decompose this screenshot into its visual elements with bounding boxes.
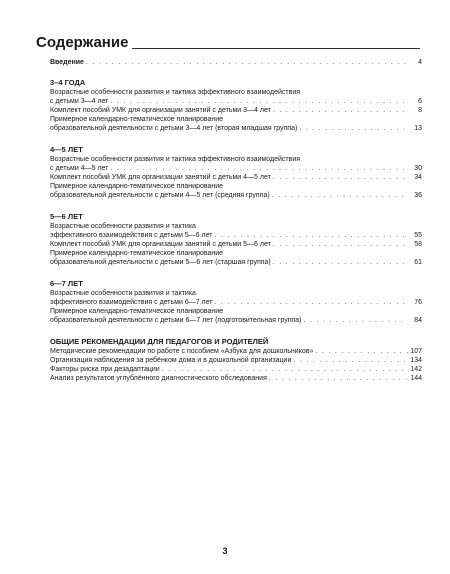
- toc-entry[interactable]: [50, 155, 422, 173]
- toc-entry-text: Примерное календарно-тематическое планирование: [50, 116, 224, 123]
- toc-entry-line: [50, 249, 422, 258]
- toc-entry[interactable]: [50, 249, 422, 267]
- section-title: 5—6 ЛЕТ: [50, 212, 83, 221]
- dot-leader: [273, 106, 408, 115]
- toc-entry-line: [50, 58, 422, 67]
- general-section-title: ОБЩИЕ РЕКОМЕНДАЦИИ ДЛЯ ПЕДАГОГОВ И РОДИТЕЛЕЙ: [50, 337, 269, 346]
- toc-entry-text: образовательной деятельности с детьми 5—6 лет (старшая группа): [50, 259, 271, 266]
- toc-entry-line: [50, 173, 422, 182]
- toc-page-number: 55: [414, 232, 422, 239]
- toc-page-number: 142: [410, 366, 422, 373]
- toc-entry-text: Примерное календарно-тематическое планирование: [50, 250, 224, 257]
- dot-leader: [273, 240, 408, 249]
- toc-entry-line: [50, 231, 422, 240]
- toc-entry-text: эффективного взаимодействия с детьми 6—7 лет: [50, 299, 213, 306]
- toc-entry-text: Организация наблюдения за ребёнком дома и в дошкольной организации: [50, 357, 292, 364]
- toc-heading: Содержание: [36, 34, 129, 51]
- toc-entry-line: [50, 182, 422, 191]
- toc-entry[interactable]: [50, 88, 422, 106]
- dot-leader: [110, 97, 408, 106]
- toc-entry-line: [50, 258, 422, 267]
- section-title: 4—5 ЛЕТ: [50, 145, 83, 154]
- toc-entry-text: Примерное календарно-тематическое планирование: [50, 183, 224, 190]
- toc-entry[interactable]: [50, 173, 422, 182]
- toc-entry-text: Анализ результатов углублённого диагностического обследования: [50, 375, 267, 382]
- toc-entry[interactable]: [50, 374, 422, 383]
- toc-entry-line: [50, 307, 422, 316]
- toc-entry-line: [50, 222, 422, 231]
- toc-entry-text: Введение: [50, 59, 84, 66]
- toc-page-number: 30: [414, 165, 422, 172]
- section-gap: [50, 67, 422, 78]
- toc-entry-line: [50, 316, 422, 325]
- dot-leader: [315, 347, 408, 356]
- toc-page-number: 34: [414, 174, 422, 181]
- dot-leader: [162, 365, 408, 374]
- toc-page-number: 13: [414, 125, 422, 132]
- section-gap: [50, 200, 422, 212]
- toc-entry-line: [50, 164, 422, 173]
- toc-entry-line: [50, 155, 422, 164]
- toc-entry-text: Возрастные особенности развития и тактика эффективного взаимодействия: [50, 89, 301, 96]
- toc-entry-text: образовательной деятельности с детьми 4—5 лет (средняя группа): [50, 192, 270, 199]
- toc-entry[interactable]: [50, 106, 422, 115]
- toc-entry-text: Возрастные особенности развития и тактика: [50, 223, 196, 230]
- toc-page-number: 61: [414, 259, 422, 266]
- toc-entry-text: с детьми 3—4 лет: [50, 98, 109, 105]
- toc-entry[interactable]: [50, 240, 422, 249]
- toc-entry-text: образовательной деятельности с детьми 3—4 лет (вторая младшая группа): [50, 125, 298, 132]
- toc-entry-line: [50, 298, 422, 307]
- dot-leader: [293, 356, 408, 365]
- dot-leader: [272, 191, 408, 200]
- toc-page-number: 84: [414, 317, 422, 324]
- toc-page-number: 4: [418, 59, 422, 66]
- toc-entry-text: с детьми 4—5 лет: [50, 165, 109, 172]
- toc-page-number: 36: [414, 192, 422, 199]
- toc-entry-text: Комплект пособий УМК для организации занятий с детьми 5—6 лет: [50, 241, 271, 248]
- toc-entry-line: [50, 347, 422, 356]
- toc-entry-text: Возрастные особенности развития и тактика: [50, 290, 196, 297]
- toc-page-number: 8: [418, 107, 422, 114]
- toc-entry-line: [50, 115, 422, 124]
- toc-entry-text: Комплект пособий УМК для организации занятий с детьми 4—5 лет: [50, 174, 271, 181]
- toc-entry-text: Методические рекомендации по работе с пособием «Азбука для дошкольников»: [50, 348, 314, 355]
- toc-page-number: 107: [410, 348, 422, 355]
- toc-entry-text: образовательной деятельности с детьми 6—7 лет (подготовительная группа): [50, 317, 302, 324]
- dot-leader: [215, 231, 408, 240]
- toc-page-number: 144: [410, 375, 422, 382]
- toc-entry-line: [50, 289, 422, 298]
- toc-entry-text: Факторы риска при дезадаптации: [50, 366, 160, 373]
- toc-entry-line: [50, 240, 422, 249]
- toc-page-number: 76: [414, 299, 422, 306]
- section-gap: [50, 267, 422, 279]
- toc-entry-intro[interactable]: [50, 58, 422, 67]
- toc-entry-text: Комплект пособий УМК для организации занятий с детьми 3—4 лет: [50, 107, 271, 114]
- section-title: 6—7 ЛЕТ: [50, 279, 83, 288]
- dot-leader: [304, 316, 408, 325]
- toc-entry[interactable]: [50, 115, 422, 133]
- toc-entry[interactable]: [50, 347, 422, 356]
- toc-entry-line: [50, 191, 422, 200]
- toc-entry-line: [50, 106, 422, 115]
- toc-page-number: 134: [410, 357, 422, 364]
- toc-entry-line: [50, 88, 422, 97]
- section-title: 3–4 ГОДА: [50, 78, 86, 87]
- toc-entry[interactable]: [50, 365, 422, 374]
- toc-entry[interactable]: [50, 289, 422, 307]
- toc-entry-line: [50, 124, 422, 133]
- toc-entry-text: эффективного взаимодействия с детьми 5—6 лет: [50, 232, 213, 239]
- toc-entry[interactable]: [50, 356, 422, 365]
- toc-entry-text: Примерное календарно-тематическое планирование: [50, 308, 224, 315]
- toc-entry[interactable]: [50, 307, 422, 325]
- dot-leader: [269, 374, 408, 383]
- toc-heading-row: [36, 35, 420, 51]
- section-gap: [50, 133, 422, 145]
- table-of-contents: [50, 58, 422, 383]
- toc-page-number: 6: [418, 98, 422, 105]
- section-gap: [50, 325, 422, 337]
- heading-rule: [132, 48, 420, 49]
- toc-entry-line: [50, 97, 422, 106]
- dot-leader: [215, 298, 408, 307]
- toc-entry[interactable]: [50, 182, 422, 200]
- dot-leader: [110, 164, 408, 173]
- dot-leader: [86, 58, 408, 67]
- toc-entry-line: [50, 365, 422, 374]
- page-number: 3: [222, 546, 228, 556]
- dot-leader: [273, 173, 408, 182]
- toc-entry-line: [50, 374, 422, 383]
- toc-page-number: 58: [414, 241, 422, 248]
- toc-entry-text: Возрастные особенности развития и тактика эффективного взаимодействия: [50, 156, 301, 163]
- dot-leader: [273, 258, 408, 267]
- dot-leader: [299, 124, 408, 133]
- toc-entry-line: [50, 356, 422, 365]
- toc-entry[interactable]: [50, 222, 422, 240]
